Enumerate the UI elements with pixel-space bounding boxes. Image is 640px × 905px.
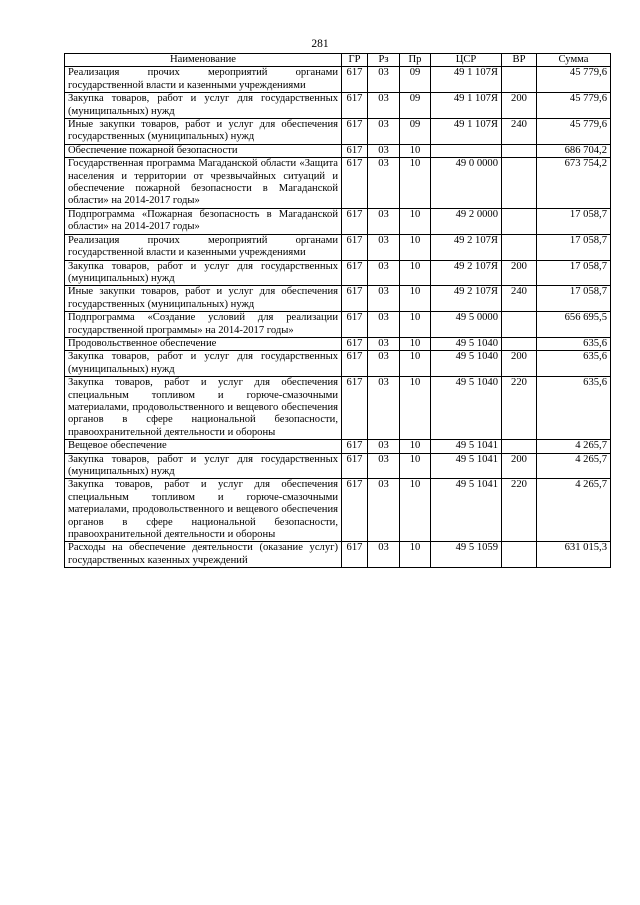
cell-rz: 03 <box>368 208 400 234</box>
cell-sum: 635,6 <box>537 351 611 377</box>
cell-sum: 17 058,7 <box>537 286 611 312</box>
cell-name: Обеспечение пожарной безопасности <box>65 144 342 157</box>
table-row <box>65 286 611 312</box>
table-row <box>65 453 611 479</box>
cell-csr: 49 1 107Я <box>431 67 502 93</box>
cell-pr: 10 <box>400 479 431 542</box>
cell-pr: 10 <box>400 377 431 440</box>
cell-vr: 220 <box>502 479 537 542</box>
table-header-row <box>65 54 611 67</box>
cell-rz: 03 <box>368 158 400 209</box>
cell-name: Закупка товаров, работ и услуг для обеспечения специальным топливом и горюче-смазочными материалами, продовольственного и вещевого обеспечения органов в сфере национальной безопасности, правоохранительной деятельности и обороны <box>65 377 342 440</box>
cell-gr: 617 <box>342 351 368 377</box>
cell-pr: 10 <box>400 158 431 209</box>
cell-pr: 09 <box>400 67 431 93</box>
cell-vr <box>502 158 537 209</box>
cell-vr <box>502 440 537 453</box>
table-row <box>65 377 611 440</box>
cell-name: Подпрограмма «Создание условий для реализации государственной программы» на 2014-2017 годы» <box>65 312 342 338</box>
cell-gr: 617 <box>342 440 368 453</box>
cell-sum: 631 015,3 <box>537 542 611 568</box>
header-sum: Сумма <box>537 54 611 67</box>
table-row <box>65 479 611 542</box>
cell-vr <box>502 337 537 350</box>
cell-vr: 220 <box>502 377 537 440</box>
cell-sum: 4 265,7 <box>537 479 611 542</box>
cell-name: Иные закупки товаров, работ и услуг для обеспечения государственных (муниципальных) нужд <box>65 286 342 312</box>
cell-gr: 617 <box>342 337 368 350</box>
cell-sum: 45 779,6 <box>537 93 611 119</box>
table-row <box>65 337 611 350</box>
cell-vr <box>502 208 537 234</box>
page-number: 281 <box>311 38 329 50</box>
table-row <box>65 351 611 377</box>
cell-name: Закупка товаров, работ и услуг для государственных (муниципальных) нужд <box>65 351 342 377</box>
header-pr: Пр <box>400 54 431 67</box>
cell-sum: 45 779,6 <box>537 67 611 93</box>
cell-vr <box>502 144 537 157</box>
cell-pr: 10 <box>400 286 431 312</box>
cell-csr: 49 5 1041 <box>431 453 502 479</box>
cell-rz: 03 <box>368 440 400 453</box>
cell-name: Подпрограмма «Пожарная безопасность в Магаданской области» на 2014-2017 годы» <box>65 208 342 234</box>
cell-rz: 03 <box>368 312 400 338</box>
table-row <box>65 542 611 568</box>
cell-sum: 17 058,7 <box>537 234 611 260</box>
table-row <box>65 208 611 234</box>
cell-rz: 03 <box>368 377 400 440</box>
cell-gr: 617 <box>342 286 368 312</box>
cell-gr: 617 <box>342 377 368 440</box>
cell-vr: 240 <box>502 119 537 145</box>
cell-rz: 03 <box>368 479 400 542</box>
cell-name: Реализация прочих мероприятий органами государственной власти и казенными учреждениями <box>65 234 342 260</box>
cell-vr <box>502 312 537 338</box>
cell-rz: 03 <box>368 234 400 260</box>
cell-name: Продовольственное обеспечение <box>65 337 342 350</box>
table-row <box>65 93 611 119</box>
cell-gr: 617 <box>342 453 368 479</box>
cell-pr: 10 <box>400 337 431 350</box>
cell-vr <box>502 67 537 93</box>
cell-csr: 49 2 107Я <box>431 286 502 312</box>
cell-rz: 03 <box>368 93 400 119</box>
cell-vr: 240 <box>502 286 537 312</box>
table-row <box>65 158 611 209</box>
cell-csr: 49 5 1040 <box>431 337 502 350</box>
cell-name: Государственная программа Магаданской области «Защита населения и территории от чрезвычайных ситуаций и обеспечение пожарной безопасности в Магаданской области» на 2014-2017 годы» <box>65 158 342 209</box>
cell-pr: 10 <box>400 260 431 286</box>
cell-name: Реализация прочих мероприятий органами государственной власти и казенными учреждениями <box>65 67 342 93</box>
header-rz: Рз <box>368 54 400 67</box>
table-row <box>65 260 611 286</box>
cell-vr <box>502 234 537 260</box>
table-row <box>65 312 611 338</box>
cell-sum: 17 058,7 <box>537 208 611 234</box>
cell-rz: 03 <box>368 119 400 145</box>
cell-vr: 200 <box>502 260 537 286</box>
cell-rz: 03 <box>368 453 400 479</box>
budget-table <box>64 53 611 568</box>
cell-rz: 03 <box>368 542 400 568</box>
cell-pr: 09 <box>400 93 431 119</box>
cell-rz: 03 <box>368 337 400 350</box>
cell-sum: 656 695,5 <box>537 312 611 338</box>
cell-csr: 49 5 1041 <box>431 479 502 542</box>
cell-pr: 10 <box>400 440 431 453</box>
cell-pr: 10 <box>400 144 431 157</box>
cell-name: Иные закупки товаров, работ и услуг для обеспечения государственных (муниципальных) нужд <box>65 119 342 145</box>
cell-pr: 09 <box>400 119 431 145</box>
cell-vr: 200 <box>502 453 537 479</box>
header-vr: ВР <box>502 54 537 67</box>
cell-rz: 03 <box>368 67 400 93</box>
cell-pr: 10 <box>400 351 431 377</box>
cell-rz: 03 <box>368 260 400 286</box>
cell-sum: 4 265,7 <box>537 453 611 479</box>
header-csr: ЦСР <box>431 54 502 67</box>
cell-csr: 49 2 107Я <box>431 260 502 286</box>
cell-name: Вещевое обеспечение <box>65 440 342 453</box>
cell-csr: 49 5 1040 <box>431 351 502 377</box>
cell-name: Расходы на обеспечение деятельности (оказание услуг) государственных казенных учреждений <box>65 542 342 568</box>
cell-pr: 10 <box>400 208 431 234</box>
cell-pr: 10 <box>400 542 431 568</box>
cell-sum: 635,6 <box>537 377 611 440</box>
cell-pr: 10 <box>400 234 431 260</box>
cell-gr: 617 <box>342 93 368 119</box>
cell-rz: 03 <box>368 144 400 157</box>
cell-pr: 10 <box>400 453 431 479</box>
cell-csr <box>431 144 502 157</box>
header-name: Наименование <box>65 54 342 67</box>
cell-sum: 673 754,2 <box>537 158 611 209</box>
cell-gr: 617 <box>342 260 368 286</box>
cell-csr: 49 0 0000 <box>431 158 502 209</box>
cell-vr: 200 <box>502 351 537 377</box>
cell-csr: 49 1 107Я <box>431 119 502 145</box>
cell-name: Закупка товаров, работ и услуг для государственных (муниципальных) нужд <box>65 260 342 286</box>
cell-rz: 03 <box>368 286 400 312</box>
cell-sum: 686 704,2 <box>537 144 611 157</box>
cell-csr: 49 5 0000 <box>431 312 502 338</box>
cell-pr: 10 <box>400 312 431 338</box>
table-row <box>65 440 611 453</box>
cell-sum: 4 265,7 <box>537 440 611 453</box>
cell-name: Закупка товаров, работ и услуг для обеспечения специальным топливом и горюче-смазочными материалами, продовольственного и вещевого обеспечения органов в сфере национальной безопасности, правоохранительной деятельности и обороны <box>65 479 342 542</box>
table-row <box>65 234 611 260</box>
cell-gr: 617 <box>342 312 368 338</box>
cell-sum: 17 058,7 <box>537 260 611 286</box>
table-row <box>65 144 611 157</box>
cell-gr: 617 <box>342 479 368 542</box>
cell-csr: 49 5 1041 <box>431 440 502 453</box>
cell-gr: 617 <box>342 144 368 157</box>
cell-vr <box>502 542 537 568</box>
table-row <box>65 67 611 93</box>
cell-sum: 45 779,6 <box>537 119 611 145</box>
cell-csr: 49 5 1040 <box>431 377 502 440</box>
cell-gr: 617 <box>342 158 368 209</box>
cell-sum: 635,6 <box>537 337 611 350</box>
cell-gr: 617 <box>342 542 368 568</box>
cell-gr: 617 <box>342 67 368 93</box>
cell-vr: 200 <box>502 93 537 119</box>
cell-gr: 617 <box>342 208 368 234</box>
cell-csr: 49 1 107Я <box>431 93 502 119</box>
table-row <box>65 119 611 145</box>
cell-csr: 49 2 107Я <box>431 234 502 260</box>
cell-gr: 617 <box>342 119 368 145</box>
cell-name: Закупка товаров, работ и услуг для государственных (муниципальных) нужд <box>65 93 342 119</box>
header-gr: ГР <box>342 54 368 67</box>
cell-csr: 49 5 1059 <box>431 542 502 568</box>
cell-name: Закупка товаров, работ и услуг для государственных (муниципальных) нужд <box>65 453 342 479</box>
cell-rz: 03 <box>368 351 400 377</box>
cell-gr: 617 <box>342 234 368 260</box>
cell-csr: 49 2 0000 <box>431 208 502 234</box>
